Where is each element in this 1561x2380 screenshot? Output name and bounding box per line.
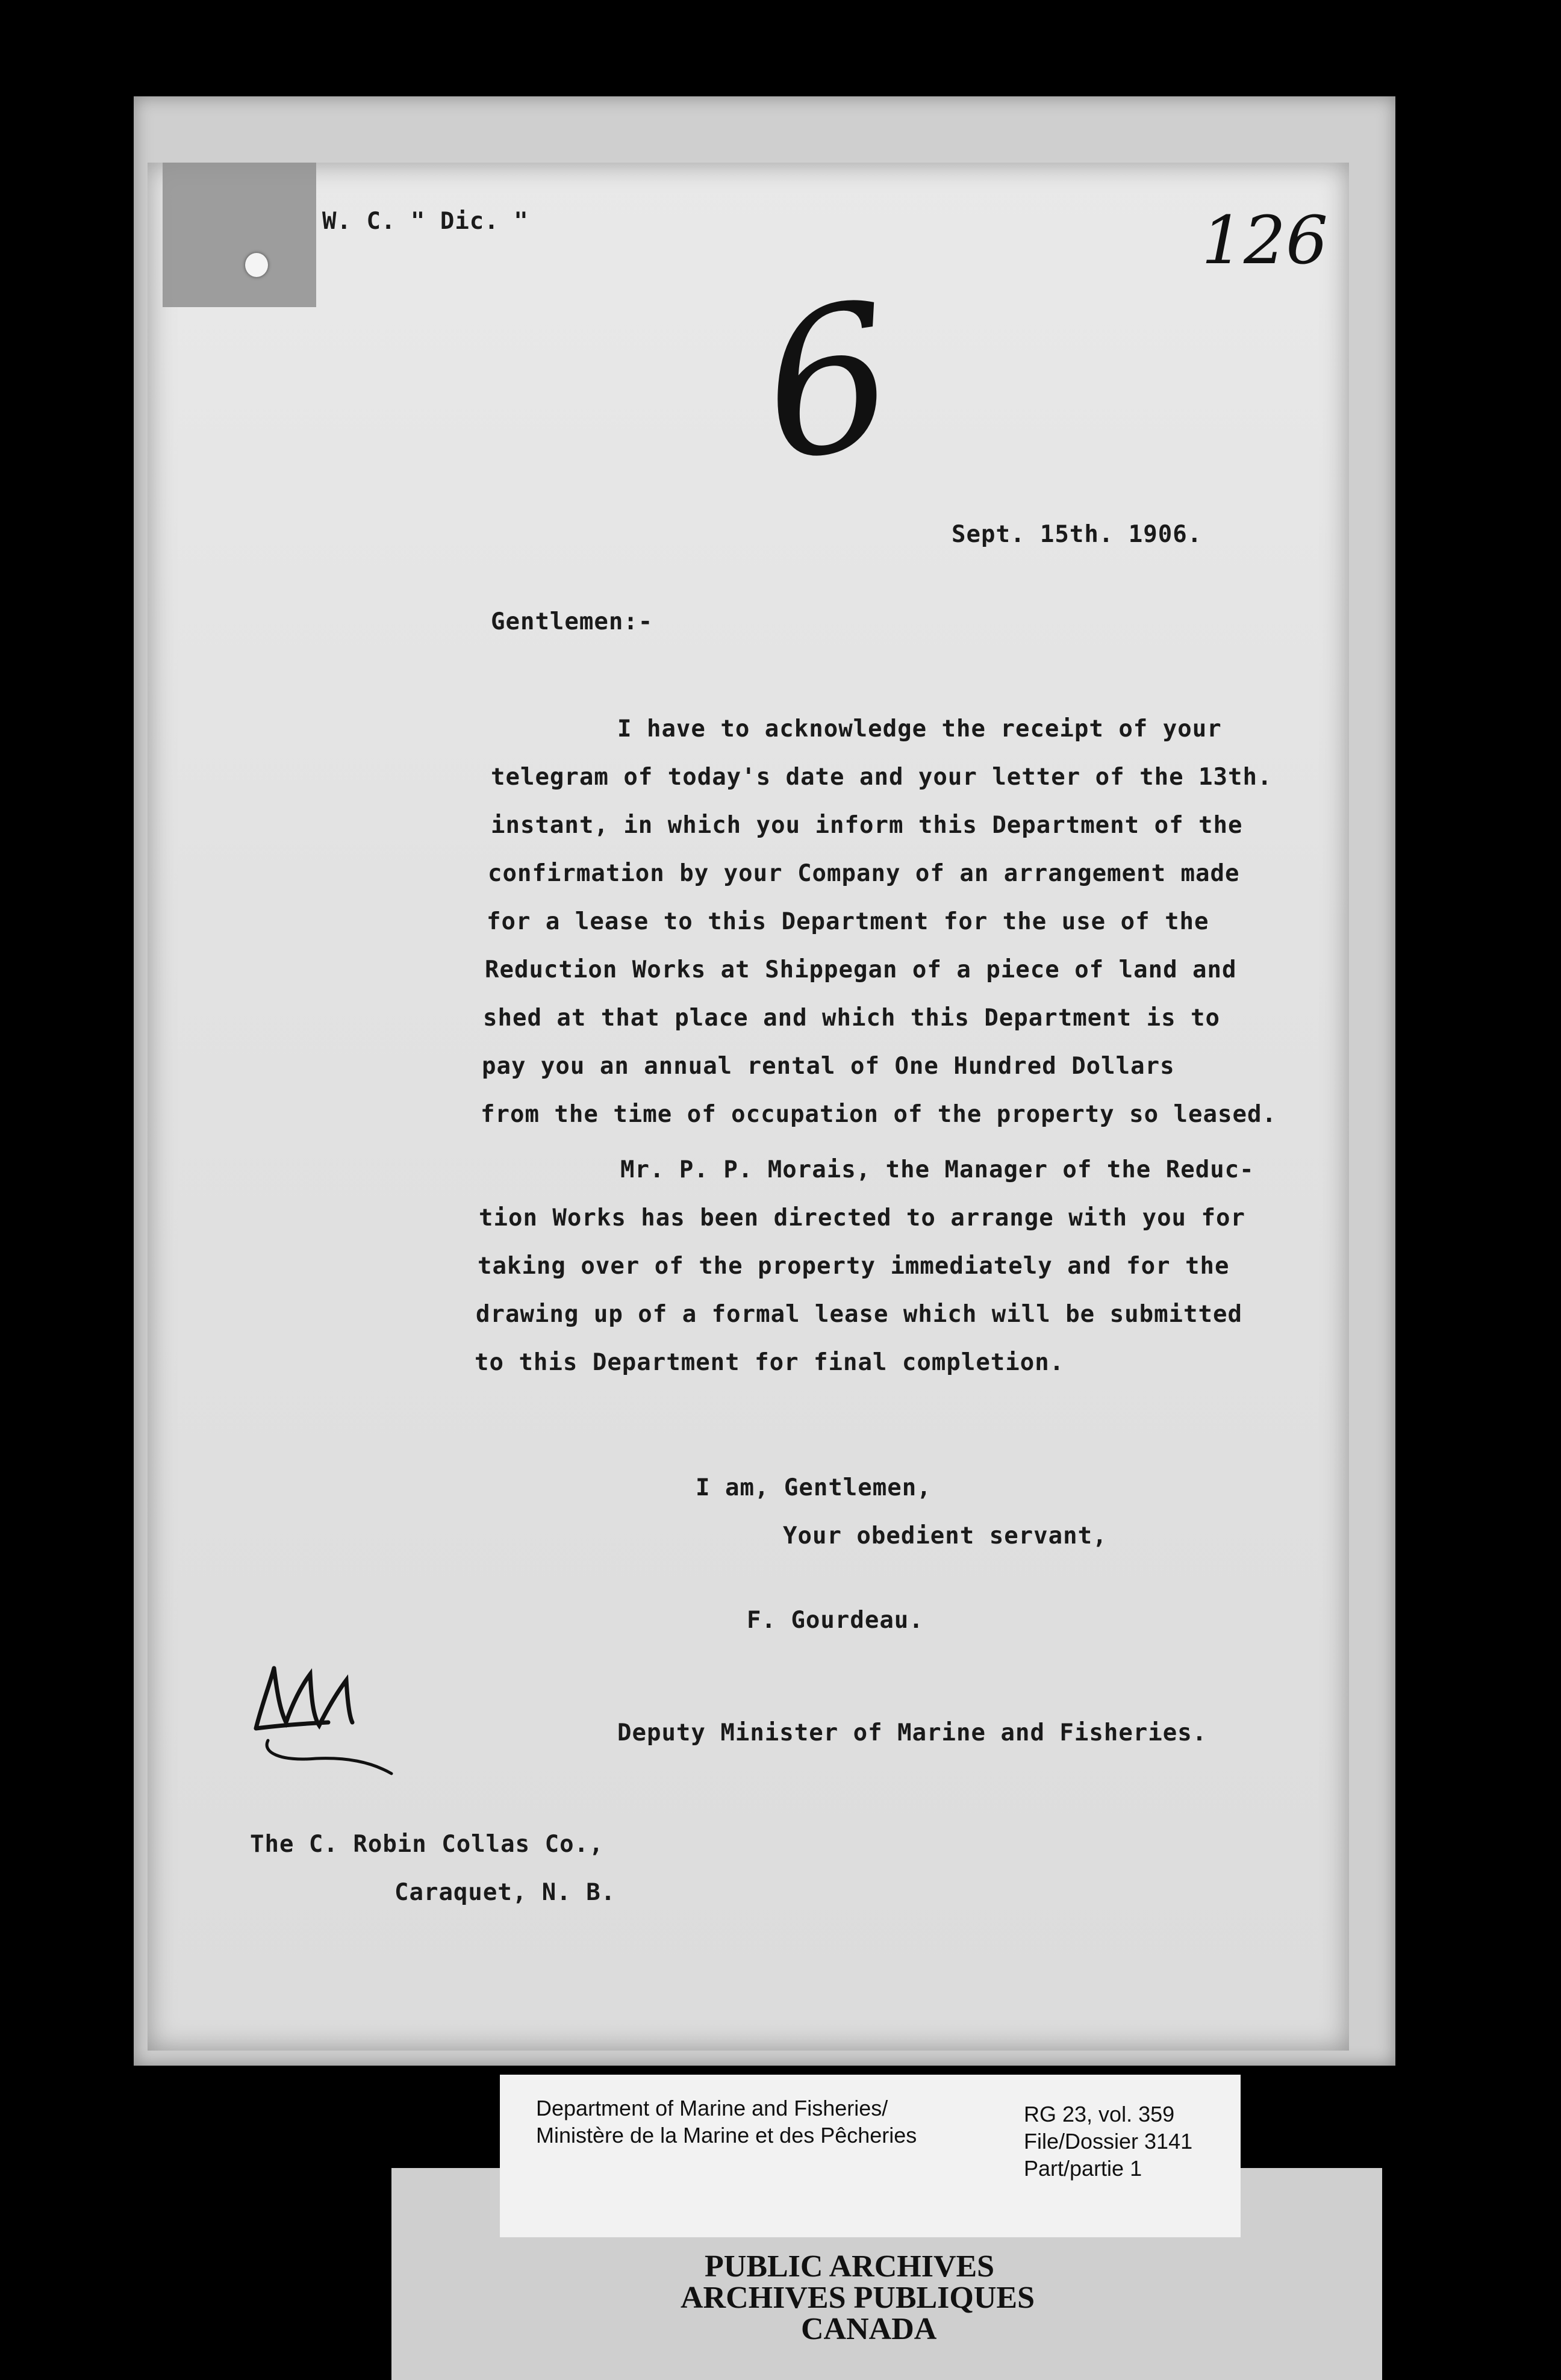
- body-line: taking over of the property immediately and for the: [478, 1253, 1230, 1280]
- recipient-place: Caraquet, N. B.: [394, 1879, 616, 1906]
- body-line: confirmation by your Company of an arrangement made: [488, 860, 1240, 887]
- archive-stamp-line: PUBLIC ARCHIVES: [705, 2249, 995, 2284]
- signatory-name: F. Gourdeau.: [747, 1607, 924, 1634]
- signatory-title: Deputy Minister of Marine and Fisheries.: [617, 1719, 1207, 1746]
- body-line: Reduction Works at Shippegan of a piece of land and: [485, 956, 1237, 983]
- body-line: to this Department for final completion.: [475, 1349, 1065, 1376]
- body-line: shed at that place and which this Department is to: [483, 1005, 1220, 1032]
- archive-stamp-line: CANADA: [801, 2312, 937, 2346]
- archive-reference: Part/partie 1: [1024, 2156, 1142, 2181]
- handwritten-initials: [244, 1656, 400, 1777]
- body-line: tion Works has been directed to arrange with you for: [479, 1204, 1245, 1232]
- body-line: telegram of today's date and your letter of the 13th.: [491, 764, 1273, 791]
- archive-reference: RG 23, vol. 359: [1024, 2102, 1175, 2126]
- tape-mark: [163, 163, 316, 307]
- closing-line: I am, Gentlemen,: [696, 1474, 932, 1501]
- letter-date: Sept. 15th. 1906.: [952, 521, 1203, 548]
- closing-line: Your obedient servant,: [783, 1522, 1108, 1550]
- punch-hole: [245, 253, 268, 277]
- archive-department-en: Department of Marine and Fisheries/: [536, 2096, 888, 2120]
- body-line: pay you an annual rental of One Hundred Dollars: [482, 1053, 1175, 1080]
- body-line: instant, in which you inform this Department of the: [491, 812, 1243, 839]
- recipient-name: The C. Robin Collas Co.,: [250, 1831, 604, 1858]
- body-line: from the time of occupation of the property so leased.: [481, 1101, 1277, 1128]
- page-number: 126: [1201, 202, 1328, 279]
- handwritten-mark: 6: [749, 259, 907, 506]
- body-line: for a lease to this Department for the use of the: [487, 908, 1209, 935]
- file-code: W. C. " Dic. ": [322, 208, 529, 235]
- body-line: drawing up of a formal lease which will be submitted: [476, 1301, 1242, 1328]
- archive-department-fr: Ministère de la Marine et des Pêcheries: [536, 2123, 917, 2148]
- body-line: Mr. P. P. Morais, the Manager of the Reduc-: [620, 1156, 1254, 1183]
- salutation: Gentlemen:-: [491, 608, 653, 635]
- archive-stamp-line: ARCHIVES PUBLIQUES: [681, 2281, 1035, 2315]
- archive-reference: File/Dossier 3141: [1024, 2129, 1193, 2154]
- body-line: I have to acknowledge the receipt of your: [617, 715, 1222, 743]
